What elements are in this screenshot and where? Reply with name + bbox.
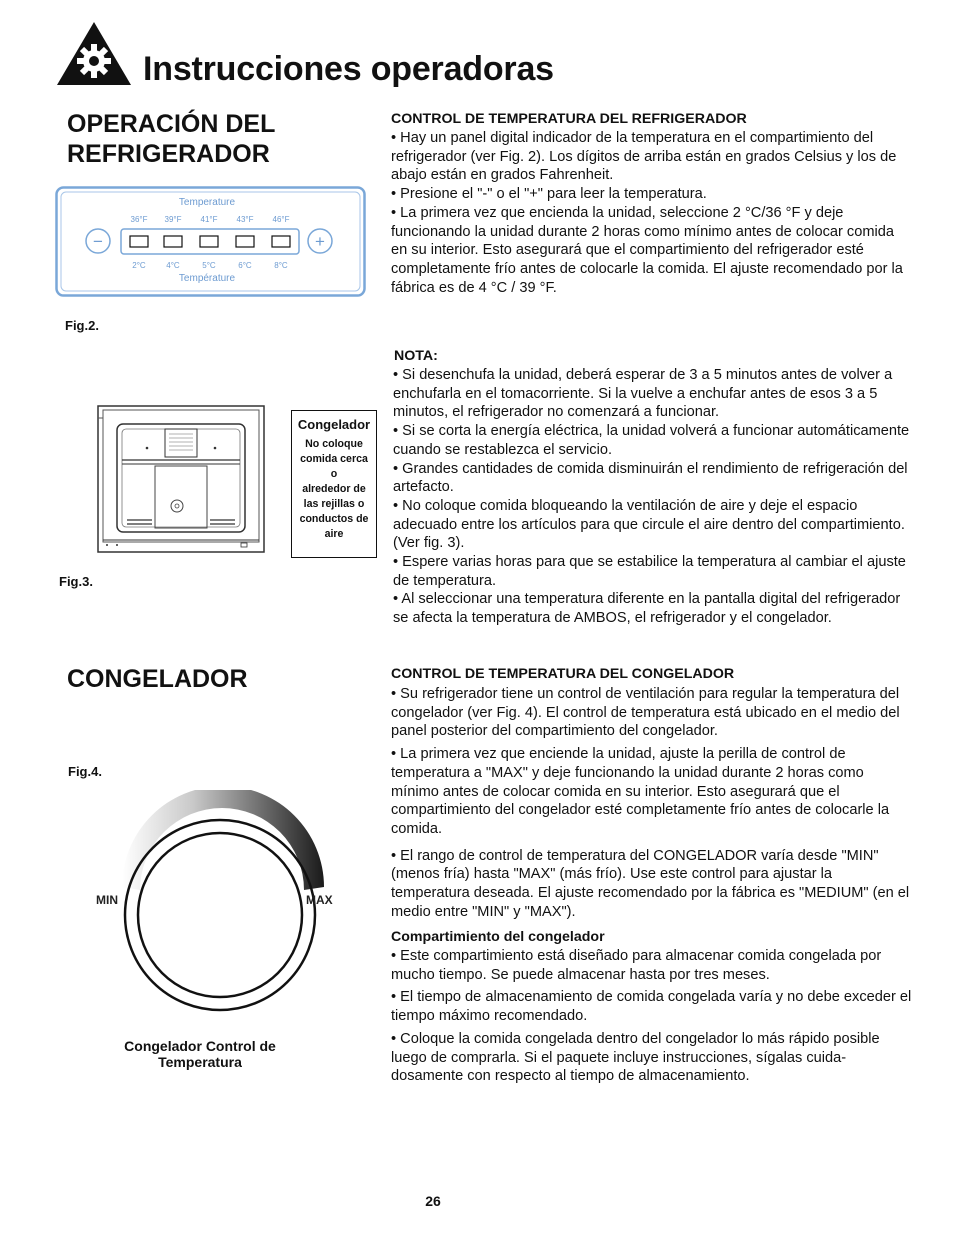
celsius-label: 2°C	[132, 261, 146, 270]
fahrenheit-label: 43°F	[236, 215, 254, 224]
temperature-indicator-box	[164, 236, 182, 247]
callout-line: conductos de	[299, 513, 369, 525]
page-title: Instrucciones operadoras	[143, 50, 554, 88]
temperature-indicator-box	[200, 236, 218, 247]
fig4-label: Fig.4.	[68, 764, 102, 779]
freezer-heading: CONGELADOR	[67, 665, 248, 693]
refrigerator-heading-line2: REFRIGERADOR	[67, 140, 270, 168]
temperature-panel-figure	[55, 186, 366, 297]
temperature-indicator-box	[272, 236, 290, 247]
freezer-dial-figure	[90, 790, 350, 1030]
caption-line2: Temperatura	[158, 1054, 242, 1070]
bullet-paragraph: • Coloque la comida congelada dentro del congelador lo más rápido posible luego de comprarla. Si el paquete incluye instrucciones, sígalas cuidadosamente con respecto al tiempo de almacenamiento.	[391, 1030, 880, 1085]
bullet-paragraph: • La primera vez que encienda la unidad, seleccione 2 °C/36 °F y deje funcionando la unidad durante 2 horas como mínimo antes de colocar comida en su interior. Esto asegurará que el compartimiento del refrigerador esté completamente frío antes de colocarle la comida. El ajuste recomendado por la fábrica es de 4 °C / 39 °F.	[391, 204, 903, 296]
refrigerator-heading	[67, 109, 275, 169]
freezer-warning-callout	[291, 410, 377, 558]
celsius-label: 6°C	[238, 261, 252, 270]
note-title: NOTA:	[394, 348, 438, 364]
callout-line: o	[330, 468, 338, 480]
bullet-paragraph: • Presione el "-" o el "+" para leer la temperatura.	[391, 186, 707, 203]
note-text	[393, 366, 915, 628]
bullet-paragraph: • Si desenchufa la unidad, deberá esperar de 3 a 5 minutos antes de volver a enchufarla en el tomacorriente. Si la vuelve a enchufar antes de esos 3 a 5 minutos, el refrigerador no comenzará a funcionar.	[393, 367, 893, 421]
temperature-indicator-box	[130, 236, 148, 247]
callout-line: comida cerca	[300, 453, 368, 465]
bullet-paragraph: • El tiempo de almacenamiento de comida congelada varía y no debe exceder el tiempo máximo recomendado.	[391, 989, 912, 1025]
caption-line1: Congelador Control de	[124, 1038, 276, 1054]
bullet-paragraph: • Grandes cantidades de comida disminuirán el rendimiento de refrigeración del artefacto.	[393, 460, 908, 496]
bullet-paragraph: • Espere varias horas para que se estabilice la temperatura al cambiar el ajuste de temperatura.	[393, 554, 906, 589]
bullet-paragraph: • Si se corta la energía eléctrica, la unidad volverá a funcionar automáticamente cuando se restablezca el servicio.	[393, 423, 910, 458]
fahrenheit-label: 41°F	[200, 215, 218, 224]
celsius-label: 8°C	[274, 261, 288, 270]
fridge-interior-figure	[97, 404, 265, 554]
dial-min-label: MIN	[96, 893, 118, 907]
bullet-paragraph: • La primera vez que enciende la unidad, ajuste la perilla de control de temperatura a "MAX" y deje funcionando la unidad durante 2 horas como mínimo antes de colocar comida en su interior. Esto asegurará que el compartimiento del congelador esté completamente frío antes de colocarle la comida.	[391, 746, 890, 837]
plus-symbol: +	[315, 232, 325, 251]
fahrenheit-label: 46°F	[272, 215, 290, 224]
callout-line: alrededor de	[302, 483, 366, 495]
bullet-paragraph: • No coloque comida bloqueando la ventilación de aire y deje el espacio adecuado entre los artículos para que circule el aire dentro del compartimiento. (Ver fig. 3).	[393, 497, 905, 552]
panel-top-title: Temperature	[178, 197, 236, 208]
fahrenheit-label: 36°F	[130, 215, 148, 224]
panel-bottom-title: Température	[178, 273, 236, 284]
fig3-label: Fig.3.	[59, 574, 93, 589]
freezer-control-title: CONTROL DE TEMPERATURA DEL CONGELADOR	[391, 666, 735, 682]
page-number: 26	[425, 1193, 441, 1209]
refrigerator-control-text	[391, 129, 913, 297]
freezer-control-text	[391, 685, 913, 921]
bullet-paragraph: • El rango de control de temperatura del CONGELADOR varía desde "MIN" (menos fría) hasta "MAX" (más frío). Use este control para ajustar la temperatura deseada. El ajuste recomendado por la fábrica es "MEDIUM" (en el medio entre "MIN" y "MAX").	[391, 847, 910, 920]
dial-max-label: MAX	[306, 893, 333, 907]
bullet-paragraph: • Al seleccionar una temperatura diferente en la pantalla digital del refrigerador se afecta la temperatura de AMBOS, el refrigerador y el congelador.	[393, 591, 901, 627]
fig2-label: Fig.2.	[65, 318, 99, 333]
bullet-paragraph: • Este compartimiento está diseñado para almacenar comida congelada por mucho tiempo. Se puede almacenar hasta por tres meses.	[391, 948, 882, 983]
compartment-title: Compartimiento del congelador	[391, 929, 605, 945]
refrigerator-control-title: CONTROL DE TEMPERATURA DEL REFRIGERADOR	[391, 111, 747, 127]
bullet-paragraph: • Su refrigerador tiene un control de ventilación para regular la temperatura del congelador (ver Fig. 4). El control de temperatura está ubicado en el medio del panel posterior del compartimiento del congelador.	[391, 686, 900, 740]
callout-title: Congelador	[297, 417, 371, 432]
refrigerator-heading-line1: OPERACIÓN DEL	[67, 110, 276, 138]
minus-symbol: −	[93, 232, 103, 251]
callout-line: No coloque	[305, 438, 363, 450]
dial-caption	[100, 1038, 300, 1070]
fahrenheit-label: 39°F	[164, 215, 182, 224]
temperature-indicator-box	[236, 236, 254, 247]
bullet-paragraph: • Hay un panel digital indicador de la temperatura en el compartimiento del refrigerador (ver Fig. 2). Los dígitos de arriba están en grados Celsius y los de abajo están en grados Fahrenheit.	[391, 130, 897, 184]
celsius-label: 5°C	[202, 261, 216, 270]
callout-line: aire	[324, 528, 344, 540]
gear-warning-icon	[55, 20, 133, 88]
callout-line: las rejillas o	[303, 498, 365, 510]
callout-text	[292, 437, 376, 542]
compartment-text	[391, 947, 913, 1086]
celsius-label: 4°C	[166, 261, 180, 270]
